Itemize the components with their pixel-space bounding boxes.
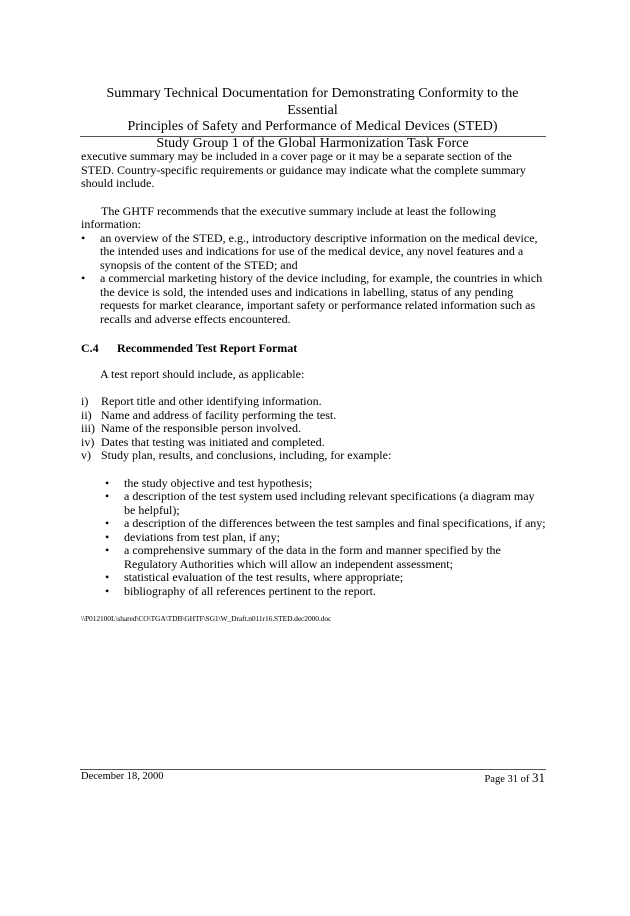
bullet-icon: •	[105, 543, 110, 557]
intro-paragraph: executive summary may be included in a cover page or it may be a separate section of the STED. Country-specific requirements or guidance may indicate what the complete summary should include.	[81, 149, 526, 190]
section-number: C.4	[81, 341, 99, 355]
list-item	[81, 571, 546, 585]
list-item	[81, 531, 546, 545]
list-item	[81, 477, 546, 491]
page-number-prefix: Page 31 of	[484, 774, 530, 785]
bullet-icon: •	[81, 230, 86, 245]
list-item	[81, 409, 546, 423]
bullet-icon: •	[105, 583, 110, 598]
section-lead: A test report should include, as applicable:	[100, 366, 305, 381]
list-item	[81, 517, 546, 531]
item-text: Dates that testing was initiated and completed.	[101, 434, 325, 449]
list-item	[81, 490, 546, 517]
header-line-3: Study Group 1 of the Global Harmonization Task Force	[156, 135, 469, 151]
page-total: 31	[532, 770, 545, 785]
item-numeral: ii)	[81, 407, 92, 422]
bullet-text: an overview of the STED, e.g., introductory descriptive information on the medical device, the intended uses and indications for use of the medical device, any novel features and a synopsis of the content of the STED; and	[100, 230, 538, 272]
section-title: Recommended Test Report Format	[117, 341, 298, 355]
item-numeral: iv)	[81, 434, 95, 449]
bullet-icon: •	[105, 570, 110, 584]
item-text: Study plan, results, and conclusions, including, for example:	[101, 448, 392, 462]
sub-bullet-text: bibliography of all references pertinent to the report.	[124, 583, 376, 598]
footer-divider	[80, 769, 546, 770]
sub-bullet-text: the study objective and test hypothesis;	[124, 475, 313, 490]
bullet-text: a commercial marketing history of the device including, for example, the countries in which the device is sold, the intended uses and indications in labelling, status of any pending requests for market clearance, important safety or performance related information such as recalls and adverse effects encountered.	[100, 271, 543, 326]
footer-date: December 18, 2000	[81, 771, 164, 782]
list-item	[81, 422, 546, 436]
section-heading	[81, 342, 546, 356]
bullet-icon: •	[105, 475, 110, 490]
item-text: Name of the responsible person involved.	[101, 421, 301, 435]
page-number	[484, 770, 545, 786]
list-item	[81, 232, 546, 273]
document-body	[81, 150, 546, 626]
recommendation-paragraph: The GHTF recommends that the executive summary include at least the following information:	[81, 203, 496, 231]
bullet-icon: •	[105, 529, 110, 544]
bullet-icon: •	[105, 516, 110, 530]
sub-bullet-text: statistical evaluation of the test results, where appropriate;	[124, 570, 404, 584]
item-text: Report title and other identifying information.	[101, 394, 322, 408]
bullet-icon: •	[81, 271, 86, 285]
bullet-icon: •	[105, 489, 110, 503]
page-header	[80, 86, 545, 152]
sub-bullet-text: a comprehensive summary of the data in the form and manner specified by the Regulatory Authorities which will allow an independent assessment;	[124, 543, 501, 571]
header-line-2: Principles of Safety and Performance of Medical Devices (STED)	[127, 119, 498, 134]
header-line-1: Summary Technical Documentation for Demonstrating Conformity to the Essential	[106, 86, 519, 118]
item-numeral: i)	[81, 394, 89, 408]
item-text: Name and address of facility performing the test.	[101, 407, 337, 422]
list-item	[81, 272, 546, 326]
sub-bullet-text: a description of the differences between the test samples and final specifications, if any;	[124, 516, 546, 530]
list-item	[81, 395, 546, 409]
header-divider	[80, 136, 546, 137]
file-path: \\P012100L\shared\CO\TGA\TDB\GHTF\SG1\W_Draft.n011r16.STED.dec2000.doc	[81, 614, 332, 623]
item-numeral: iii)	[81, 421, 95, 435]
list-item	[81, 585, 546, 599]
list-item	[81, 544, 546, 571]
sub-bullet-text: a description of the test system used including relevant specifications (a diagram may be helpful);	[124, 489, 535, 517]
list-item	[81, 449, 546, 463]
sub-bullet-text: deviations from test plan, if any;	[124, 529, 280, 544]
list-item	[81, 436, 546, 450]
item-numeral: v)	[81, 448, 91, 462]
